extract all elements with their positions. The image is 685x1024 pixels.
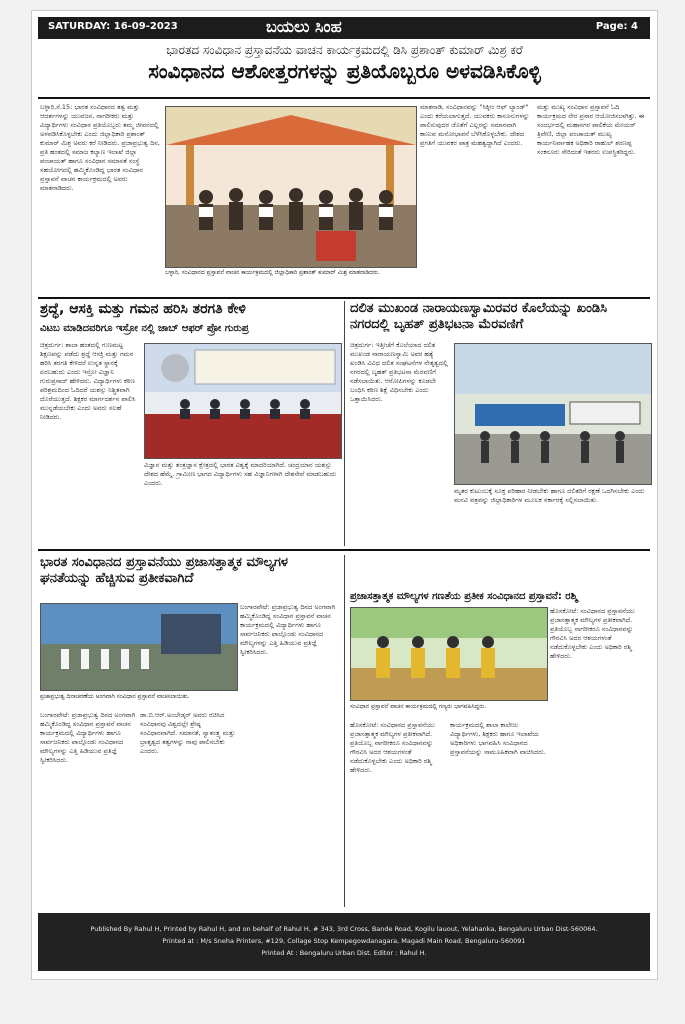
gathering-photo-illustration [41, 604, 237, 690]
story2-text-2: ವಿಜ್ಞಾನ ಮತ್ತು ತಂತ್ರಜ್ಞಾನ ಕ್ಷೇತ್ರದಲ್ಲಿ ಭಾರತ ವಿಶ್ವಕ್ಕೆ ಮಾದರಿಯಾಗಿದೆ. ಚಂದ್ರಯಾನ ಯಶಸ್ಸು ದೇಶದ ಹೆಮ್ಮೆ. ಗ್ರಾಮೀಣ ಭಾಗದ ವಿದ್ಯಾರ್ಥಿಗಳು ಸಹ ವಿಜ್ಞಾನಿಗಳಾಗಿ ದೇಶಸೇವೆ ಮಾಡಬಹುದು ಎಂದರು. [144, 461, 337, 487]
story5-headline: ಪ್ರಜಾಸತ್ತಾತ್ಮಕ ಮೌಲ್ಯಗಳ ಗಣತೆಯ ಪ್ರತೀಕ ಸಂವಿಧಾನದ ಪ್ರಸ್ತಾವನೆ: ರಶ್ಮಿ [350, 591, 578, 602]
stage-photo-illustration [145, 344, 341, 458]
story4-headline: ಭಾರತ ಸಂವಿಧಾನದ ಪ್ರಸ್ತಾವನೆಯು ಪ್ರಜಾಸತ್ತಾತ್ಮಕ ಮೌಲ್ಯಗಳ ಘನತೆಯನ್ನು ಹೆಚ್ಚಿಸುವ ಪ್ರತೀಕವಾಗಿದೆ [40, 555, 288, 586]
story2-subhead: ವಿಟಬ ಮಾಡಿದವರಿಗೂ ಇಸ್ರೋ ನಲ್ಲಿ ಜಾಬ್ ಆಫರ್ ಪ್ರೋ ಗುರುಪ್ರ [40, 323, 249, 334]
story4-caption: ಪ್ರಜಾಪ್ರಭುತ್ವ ದಿನಾಚರಣೆಯ ಅಂಗವಾಗಿ ಸಂವಿಧಾನ ಪ್ರಸ್ತಾವನೆ ವಾಚಿಸಲಾಯಿತು. [40, 693, 190, 700]
story2-text-1: ಚಿತ್ರದುರ್ಗ: ಶಾಲಾ ಹಂತದಲ್ಲಿ ಗುಣಮಟ್ಟ ಶಿಕ್ಷಣವನ್ನು ಪಡೆದು ಶ್ರದ್ಧೆ ಆಸಕ್ತಿ ಮತ್ತು ಗಮನ ಹರಿಸಿ ತರಗತಿ ಕೇಳಿದರೆ ಉನ್ನತ ಸ್ಥಾನಕ್ಕೆ ಏರಬಹುದು ಎಂದು ಇಸ್ರೋ ವಿಜ್ಞಾನಿ ಗುರುಪ್ರಸಾದ್ ಹೇಳಿದರು. ವಿದ್ಯಾರ್ಥಿಗಳು ಕಠಿಣ ಪರಿಶ್ರಮದಿಂದ ಓದಿದರೆ ಯಶಸ್ಸು ನಿಶ್ಚಿತವಾಗಿ ದೊರೆಯುತ್ತದೆ. ಶಿಕ್ಷಕರ ಮಾರ್ಗದರ್ಶನ ಪಾಲಿಸಿ ಮುನ್ನಡೆಯಬೇಕು ಎಂದು ಅವರು ಸಲಹೆ ನೀಡಿದರು. [40, 341, 136, 421]
column-divider [344, 555, 345, 907]
story4-column-2 [140, 711, 236, 907]
story4-photo [40, 603, 238, 691]
story5-column-3 [550, 607, 650, 907]
divider [38, 97, 650, 99]
story5-photo [350, 607, 548, 701]
footer-line-1: Published By Rahul H, Printed by Rahul H, and on behalf of Rahul H, # 343, 3rd Cross, Bande Road, Kogilu lauout, Yelahanka, Bengaluru Urban Dist-560064. [90, 925, 598, 933]
story4-text-1: ಬಂಗಾರಪೇಟೆ: ಪ್ರಜಾಪ್ರಭುತ್ವ ದಿನದ ಅಂಗವಾಗಿ ಹಮ್ಮಿಕೊಂಡಿದ್ದ ಸಂವಿಧಾನ ಪ್ರಸ್ತಾವನೆ ವಾಚನ ಕಾರ್ಯಕ್ರಮದಲ್ಲಿ ವಿದ್ಯಾರ್ಥಿಗಳು ಹಾಗೂ ಸಾರ್ವಜನಿಕರು ಪಾಲ್ಗೊಂಡು ಸಂವಿಧಾನದ ಮೌಲ್ಯಗಳನ್ನು ಎತ್ತಿ ಹಿಡಿಯುವ ಪ್ರತಿಜ್ಞೆ ಸ್ವೀಕರಿಸಿದರು. [40, 711, 136, 764]
column-divider [344, 301, 345, 546]
divider [38, 549, 650, 551]
story1-text-2: ಮಾತನಾಡಿ, ಸಂವಿಧಾನವನ್ನು "ಸಿಕ್ಕೀಂ ಆಫ್ ಲ್ಯಾಂಡ್" ಎಂದು ಕರೆಯಲಾಗುತ್ತದೆ. ಯುವಕರು ಕಾನೂನುಗಳನ್ನು ಪಾಲಿಸುವುದರ ಜೊತೆಗೆ ಎಲ್ಲರನ್ನು ಸಮಾನವಾಗಿ ಕಾಣುವ ಮನೋಭಾವನೆ ಬೆಳೆಸಿಕೊಳ್ಳಬೇಕು. ದೇಶದ ಪ್ರಗತಿಗೆ ಯುವಕರ ಪಾತ್ರ ಮಹತ್ವದ್ದಾಗಿದೆ ಎಂದರು. [420, 103, 530, 147]
story1-text-3: ಮತ್ತು ಮುಖ್ಯ ಸಂವಿಧಾನ ಪ್ರಸ್ತಾವನೆ ಓದಿ ಕಾರ್ಯಕ್ರಮದ ನೇರ ಪ್ರಸಾರ ಆಯೋಜಿಸಲಾಗಿತ್ತು. ಈ ಸಂದರ್ಭದಲ್ಲಿ ಮಹಾನಗರ ಪಾಲಿಕೆಯ ಮೇಯರ್ ತ್ರಿವೇಣಿ, ಜಿಲ್ಲಾ ಪಂಚಾಯತ್ ಮುಖ್ಯ ಕಾರ್ಯನಿರ್ವಾಹಕ ಅಧಿಕಾರಿ ರಾಹುಲ್ ಶರಣಪ್ಪ ಸಂಕನೂರು ಸೇರಿದಂತೆ ಇತರರು ಉಪಸ್ಥಿತರಿದ್ದರು. [537, 103, 645, 156]
footer-line-2: Printed at : M/s Sneha Printers, #129, Collage Stop Kempegowdanagara, Magadi Main Road, Bengaluru-560091 [162, 937, 526, 945]
masthead [38, 17, 650, 39]
story2-photo [144, 343, 342, 459]
imprint-footer [38, 913, 650, 971]
newspaper-page [31, 10, 658, 980]
story2-column-1 [40, 341, 140, 546]
story3-text-1: ಚಿತ್ರದುರ್ಗ: ಇತ್ತೀಚೆಗೆ ಕೊಲೆಯಾದ ದಲಿತ ಮುಖಂಡ ನಾರಾಯಣಸ್ವಾಮಿ ಅವರ ಹತ್ಯೆ ಖಂಡಿಸಿ ವಿವಿಧ ದಲಿತ ಸಂಘಟನೆಗಳ ನೇತೃತ್ವದಲ್ಲಿ ನಗರದಲ್ಲಿ ಬೃಹತ್ ಪ್ರತಿಭಟನಾ ಮೆರವಣಿಗೆ ನಡೆಸಲಾಯಿತು. ಆರೋಪಿಗಳನ್ನು ಕೂಡಲೇ ಬಂಧಿಸಿ ಕಠಿಣ ಶಿಕ್ಷೆ ವಿಧಿಸಬೇಕು ಎಂದು ಒತ್ತಾಯಿಸಿದರು. [350, 341, 448, 403]
footer-line-3: Printed At : Bengaluru Urban Dist. Editor : Rahul H. [261, 949, 427, 957]
divider [38, 297, 650, 299]
story4-column-3 [240, 603, 340, 907]
story1-column-2 [420, 103, 532, 297]
story3-column-2 [454, 487, 650, 546]
story3-column-1 [350, 341, 450, 546]
protest-photo-illustration [455, 344, 651, 484]
story1-kicker: ಭಾರತದ ಸಂವಿಧಾನ ಪ್ರಸ್ತಾವನೆಯ ವಾಚನ ಕಾರ್ಯಕ್ರಮದಲ್ಲಿ ಡಿಸಿ ಪ್ರಶಾಂತ್ ಕುಮಾರ್ ಮಿಶ್ರ ಕರೆ [166, 43, 523, 57]
story4-text-2: ಡಾ.ಬಿ.ಆರ್.ಅಂಬೇಡ್ಕರ್ ಅವರು ರಚಿಸಿದ ಸಂವಿಧಾನವು ವಿಶ್ವದಲ್ಲೇ ಶ್ರೇಷ್ಠ ಸಂವಿಧಾನವಾಗಿದೆ. ಸಮಾನತೆ, ಸ್ವಾತಂತ್ರ್ಯ ಮತ್ತು ಭ್ರಾತೃತ್ವದ ತತ್ವಗಳನ್ನು ನಾವು ಪಾಲಿಸಬೇಕು ಎಂದರು. [140, 711, 236, 755]
story4-column-1 [40, 711, 136, 907]
page-number: Page: 4 [595, 21, 638, 32]
story5-caption: ಸಂವಿಧಾನ ಪ್ರಸ್ತಾವನೆ ವಾಚನ ಕಾರ್ಯಕ್ರಮದಲ್ಲಿ ಗಣ್ಯರು ಭಾಗವಹಿಸಿದ್ದರು. [350, 703, 487, 710]
story5-text-1: ಹೊಸಕೋಟೆ: ಸಂವಿಧಾನದ ಪ್ರಸ್ತಾವನೆಯು ಪ್ರಜಾಸತ್ತಾತ್ಮಕ ಮೌಲ್ಯಗಳ ಪ್ರತೀಕವಾಗಿದೆ. ಪ್ರತಿಯೊಬ್ಬ ನಾಗರೀಕರೂ ಸಂವಿಧಾನವನ್ನು ಗೌರವಿಸಿ ಅದರ ಆಶಯಗಳಂತೆ ನಡೆದುಕೊಳ್ಳಬೇಕು ಎಂದು ಅಧಿಕಾರಿ ರಶ್ಮಿ ಹೇಳಿದರು. [350, 721, 435, 774]
story5-text-3: ಹೊಸಕೋಟೆ: ಸಂವಿಧಾನದ ಪ್ರಸ್ತಾವನೆಯು ಪ್ರಜಾಸತ್ತಾತ್ಮಕ ಮೌಲ್ಯಗಳ ಪ್ರತೀಕವಾಗಿದೆ. ಪ್ರತಿಯೊಬ್ಬ ನಾಗರೀಕರೂ ಸಂವಿಧಾನವನ್ನು ಗೌರವಿಸಿ ಅದರ ಆಶಯಗಳಂತೆ ನಡೆದುಕೊಳ್ಳಬೇಕು ಎಂದು ಅಧಿಕಾರಿ ರಶ್ಮಿ ಹೇಳಿದರು. [550, 607, 635, 660]
story2-headline: ಶ್ರದ್ಧೆ, ಆಸಕ್ತಿ ಮತ್ತು ಗಮನ ಹರಿಸಿ ತರಗತಿ ಕೇಳಿ [40, 301, 246, 317]
issue-date: SATURDAY: 16-09-2023 [48, 21, 178, 32]
story5-column-2 [450, 721, 546, 907]
story1-caption: ಬಳ್ಳಾರಿ, ಸಂವಿಧಾನದ ಪ್ರಸ್ತಾವನೆ ವಾಚನ ಕಾರ್ಯಕ್ರಮದಲ್ಲಿ ಜಿಲ್ಲಾಧಿಕಾರಿ ಪ್ರಶಾಂತ್ ಕುಮಾರ್ ಮಿಶ್ರ ಮಾತನಾಡಿದರು. [165, 269, 380, 276]
story5-column-1 [350, 721, 446, 907]
story3-photo [454, 343, 652, 485]
ceremony-photo-illustration [351, 608, 547, 700]
crowd-photo-illustration [166, 107, 416, 267]
story1-column-3 [537, 103, 649, 297]
story1-column-1 [40, 103, 160, 297]
story2-column-2 [144, 461, 340, 546]
story1-text-1: ಬಳ್ಳಾರಿ,ಸೆ.15: ಭಾರತ ಸಂವಿಧಾನದ ತತ್ವ ಮತ್ತು ಆದರ್ಶಗಳನ್ನು ಯುವಜನ, ನಾಗರೀಕರು ಮತ್ತು ವಿದ್ಯಾರ್ಥಿಗಳು ಸಂವಿಧಾನ ಪ್ರತಿಯೊಬ್ಬರು ತಮ್ಮ ಜೀವನದಲ್ಲಿ ಅಳವಡಿಸಿಕೊಳ್ಳಬೇಕು ಎಂದು ಜಿಲ್ಲಾಧಿಕಾರಿ ಪ್ರಶಾಂತ್ ಕುಮಾರ್ ಮಿಶ್ರ ಅವರು ಕರೆ ನೀಡಿದರು. ಪ್ರಜಾಪ್ರಭುತ್ವ ದಿನ, ಪ್ರತಿ ಹಂತದಲ್ಲಿ ಸಮಾಜ ಕಲ್ಯಾಣ ಇಲಾಖೆ ಜಿಲ್ಲಾ ಪಂಚಾಯತ್ ಹಾಗೂ ಸಂವಿಧಾನ ಸಮಾನತೆ ಸಂಸ್ಥೆ ಸಹಯೋಗದಲ್ಲಿ ಹಮ್ಮಿಕೊಂಡಿದ್ದ ಭಾರತ ಸಂವಿಧಾನ ಪ್ರಸ್ತಾವನೆ ವಾಚನ ಕಾರ್ಯಕ್ರಮದಲ್ಲಿ ಅವರು ಮಾತನಾಡಿದರು. [40, 103, 160, 192]
story4-text-3: ಬಂಗಾರಪೇಟೆ: ಪ್ರಜಾಪ್ರಭುತ್ವ ದಿನದ ಅಂಗವಾಗಿ ಹಮ್ಮಿಕೊಂಡಿದ್ದ ಸಂವಿಧಾನ ಪ್ರಸ್ತಾವನೆ ವಾಚನ ಕಾರ್ಯಕ್ರಮದಲ್ಲಿ ವಿದ್ಯಾರ್ಥಿಗಳು ಹಾಗೂ ಸಾರ್ವಜನಿಕರು ಪಾಲ್ಗೊಂಡು ಸಂವಿಧಾನದ ಮೌಲ್ಯಗಳನ್ನು ಎತ್ತಿ ಹಿಡಿಯುವ ಪ್ರತಿಜ್ಞೆ ಸ್ವೀಕರಿಸಿದರು. [240, 603, 336, 656]
story1-photo [165, 106, 417, 268]
story3-text-2: ಮೃತರ ಕುಟುಂಬಕ್ಕೆ ಸೂಕ್ತ ಪರಿಹಾರ ನೀಡಬೇಕು ಹಾಗೂ ದಲಿತರಿಗೆ ರಕ್ಷಣೆ ಒದಗಿಸಬೇಕು ಎಂದು ಮನವಿ ಪತ್ರವನ್ನು ಜಿಲ್ಲಾಧಿಕಾರಿಗಳ ಮೂಲಕ ಸರ್ಕಾರಕ್ಕೆ ಸಲ್ಲಿಸಲಾಯಿತು. [454, 487, 645, 504]
story1-headline: ಸಂವಿಧಾನದ ಆಶೋತ್ತರಗಳನ್ನು ಪ್ರತಿಯೊಬ್ಬರೂ ಅಳವಡಿಸಿಕೊಳ್ಳಿ [148, 59, 541, 83]
newspaper-logo: ಬಯಲು ಸಿಂಹ [266, 17, 342, 36]
story3-headline: ದಲಿತ ಮುಖಂಡ ನಾರಾಯಣಸ್ವಾಮಿರವರ ಕೊಲೆಯನ್ನು ಖಂಡಿಸಿ ನಗರದಲ್ಲಿ ಬೃಹತ್ ಪ್ರತಿಭಟನಾ ಮೆರವಣಿಗೆ [350, 301, 607, 332]
story5-text-2: ಕಾರ್ಯಕ್ರಮದಲ್ಲಿ ಶಾಲಾ ಕಾಲೇಜು ವಿದ್ಯಾರ್ಥಿಗಳು, ಶಿಕ್ಷಕರು ಹಾಗೂ ಇಲಾಖೆಯ ಅಧಿಕಾರಿಗಳು ಭಾಗವಹಿಸಿ ಸಂವಿಧಾನದ ಪ್ರಸ್ತಾವನೆಯನ್ನು ಸಾಮೂಹಿಕವಾಗಿ ವಾಚಿಸಿದರು. [450, 721, 546, 756]
